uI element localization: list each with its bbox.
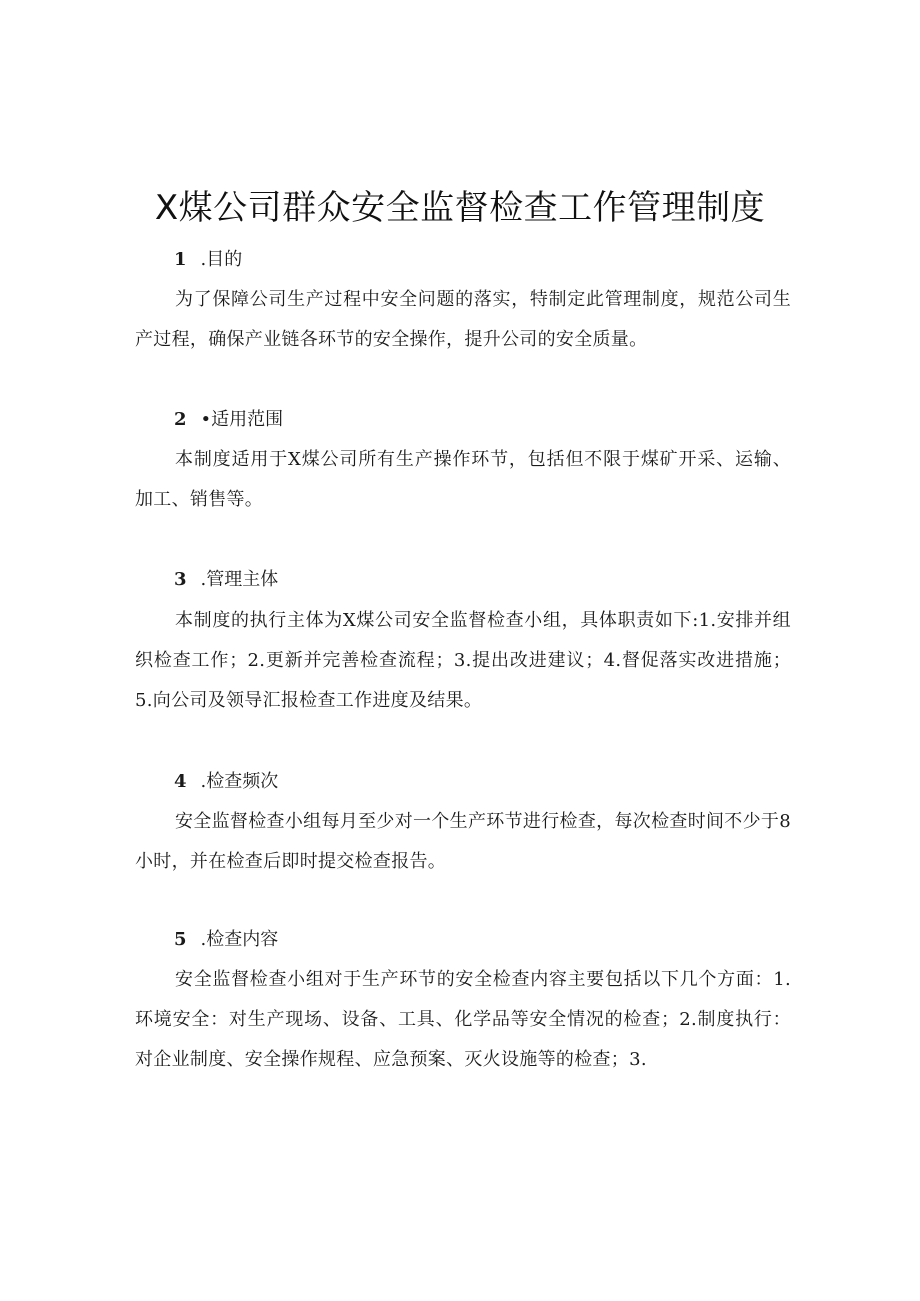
section-number: 5	[174, 929, 187, 950]
section-heading-1	[174, 245, 242, 275]
section-body-5: 安全监督检查小组对于生产环节的安全检查内容主要包括以下几个方面：1.环境安全：对生产现场、设备、工具、化学品等安全情况的检查；2.制度执行：对企业制度、安全操作规程、应急预案、灭火设施等的检查；3.	[135, 969, 791, 1070]
section-number: 1	[174, 249, 187, 270]
section-heading-2	[174, 405, 283, 435]
section-heading-3	[174, 565, 278, 595]
section-number: 4	[174, 771, 187, 792]
section-heading-text: .管理主体	[200, 569, 279, 590]
section-number: 3	[174, 569, 187, 590]
section-heading-4	[174, 767, 278, 797]
document-title: X煤公司群众安全监督检查工作管理制度	[154, 188, 766, 228]
section-body-4: 安全监督检查小组每月至少对一个生产环节进行检查，每次检查时间不少于8小时，并在检查后即时提交检查报告。	[135, 811, 791, 872]
section-heading-text: •适用范围	[200, 409, 284, 430]
section-heading-text: .检查内容	[200, 929, 279, 950]
section-body-2: 本制度适用于X煤公司所有生产操作环节，包括但不限于煤矿开采、运输、加工、销售等。	[135, 449, 791, 510]
section-body-1: 为了保障公司生产过程中安全问题的落实，特制定此管理制度，规范公司生产过程，确保产业链各环节的安全操作，提升公司的安全质量。	[135, 289, 791, 350]
section-heading-text: .目的	[200, 249, 243, 270]
section-heading-text: .检查频次	[200, 771, 279, 792]
section-body-3: 本制度的执行主体为X煤公司安全监督检查小组，具体职责如下:1.安排并组织检查工作；2.更新并完善检查流程；3.提出改进建议；4.督促落实改进措施；5.向公司及领导汇报检查工作进度及结果。	[135, 610, 791, 711]
section-heading-5	[174, 925, 278, 955]
section-number: 2	[174, 409, 187, 430]
